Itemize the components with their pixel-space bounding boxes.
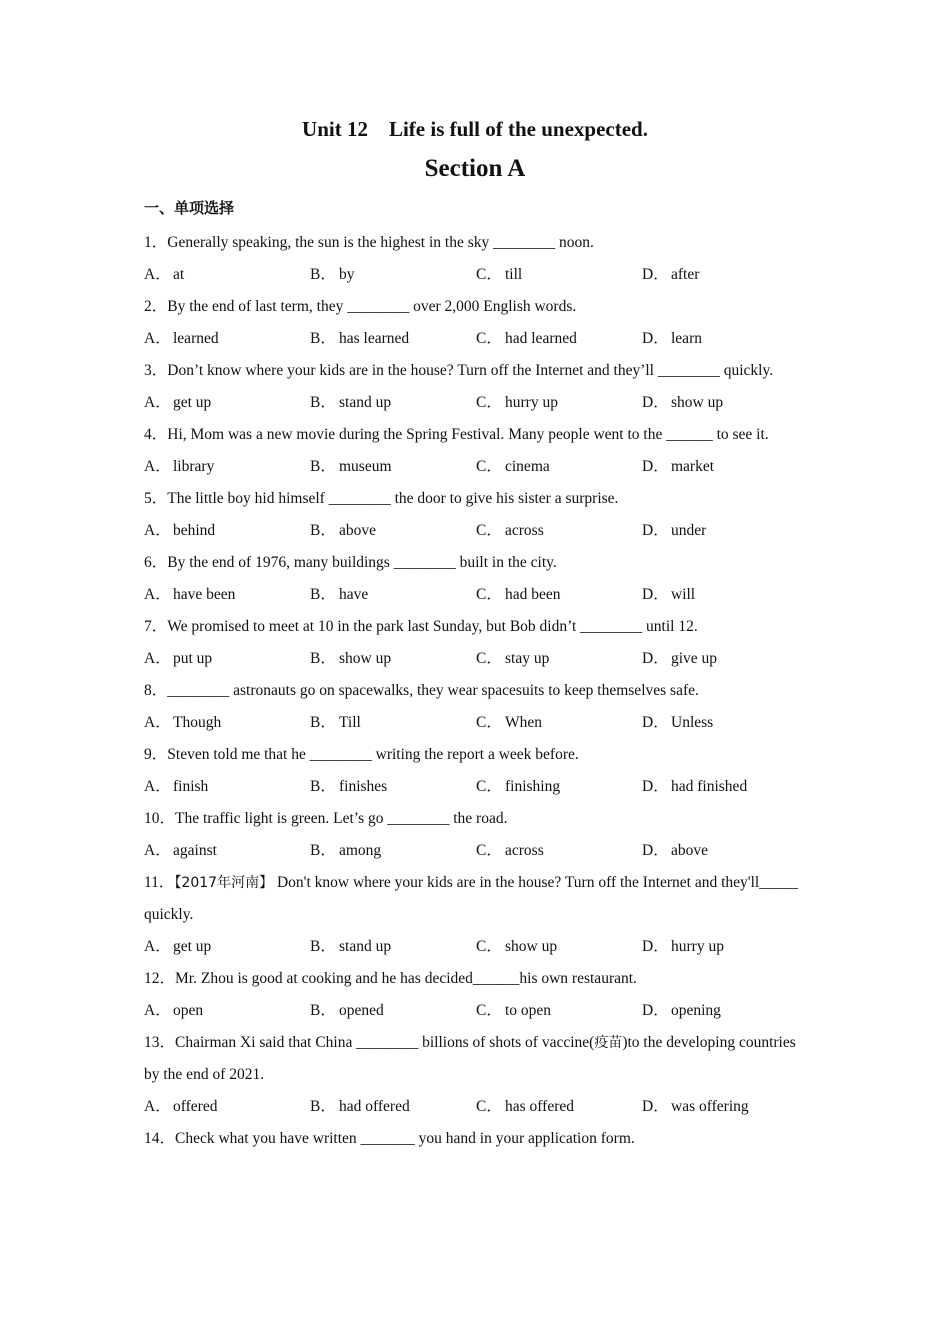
option-d[interactable]	[642, 1090, 802, 1123]
option-d[interactable]	[642, 322, 802, 355]
option-text: to open	[505, 1002, 552, 1019]
option-text: had offered	[339, 1098, 410, 1115]
option-b[interactable]	[310, 770, 476, 803]
option-text: museum	[339, 458, 392, 475]
option-text: till	[505, 266, 523, 283]
question-number: 3．	[144, 362, 168, 379]
option-letter: B．	[310, 266, 336, 283]
question-number: 9．	[144, 746, 168, 763]
option-a[interactable]	[144, 578, 310, 611]
option-c[interactable]	[476, 322, 642, 355]
option-c[interactable]	[476, 578, 642, 611]
option-d[interactable]	[642, 706, 802, 739]
option-letter: D．	[642, 458, 669, 475]
option-letter: B．	[310, 458, 336, 475]
option-a[interactable]	[144, 930, 310, 963]
option-text: hurry up	[671, 938, 724, 955]
option-text: against	[173, 842, 217, 859]
option-b[interactable]	[310, 386, 476, 419]
option-letter: D．	[642, 650, 669, 667]
option-text: had finished	[671, 778, 748, 795]
option-text: have been	[173, 586, 236, 603]
option-a[interactable]	[144, 322, 310, 355]
question-text: Chairman Xi said that China ________ billions of shots of vaccine(	[175, 1034, 595, 1051]
option-c[interactable]	[476, 770, 642, 803]
question-text: Mr. Zhou is good at cooking and he has decided______his own restaurant.	[175, 970, 637, 987]
option-letter: A．	[144, 714, 171, 731]
option-letter: D．	[642, 842, 669, 859]
option-text: stay up	[505, 650, 550, 667]
option-b[interactable]	[310, 1090, 476, 1123]
option-letter: D．	[642, 522, 669, 539]
question-text: Generally speaking, the sun is the highest in the sky ________ noon.	[167, 234, 594, 251]
option-c[interactable]	[476, 706, 642, 739]
option-text: has learned	[339, 330, 410, 347]
option-letter: D．	[642, 1098, 669, 1115]
option-letter: B．	[310, 522, 336, 539]
option-d[interactable]	[642, 386, 802, 419]
option-text: When	[505, 714, 543, 731]
option-c[interactable]	[476, 930, 642, 963]
option-letter: A．	[144, 330, 171, 347]
option-c[interactable]	[476, 994, 642, 1027]
option-b[interactable]	[310, 514, 476, 547]
option-text: by	[339, 266, 355, 283]
question-stem	[144, 547, 809, 578]
option-text: show up	[671, 394, 724, 411]
option-letter: C．	[476, 458, 502, 475]
question-number: 4．	[144, 426, 168, 443]
option-b[interactable]	[310, 322, 476, 355]
option-a[interactable]	[144, 642, 310, 675]
option-text: after	[671, 266, 700, 283]
question-3	[144, 355, 809, 419]
question-stem	[144, 963, 809, 994]
section-title: Section A	[424, 155, 526, 182]
option-row	[144, 994, 809, 1027]
option-a[interactable]	[144, 450, 310, 483]
question-number: 12．	[144, 970, 176, 987]
option-text: offered	[173, 1098, 218, 1115]
question-text: ________ astronauts go on spacewalks, they wear spacesuits to keep themselves safe.	[167, 682, 699, 699]
question-text: The little boy hid himself ________ the door to give his sister a surprise.	[167, 490, 619, 507]
option-letter: B．	[310, 650, 336, 667]
option-b[interactable]	[310, 930, 476, 963]
section-heading: 一、单项选择	[144, 199, 235, 217]
question-number: 7．	[144, 618, 168, 635]
option-row	[144, 386, 809, 419]
option-letter: A．	[144, 1098, 171, 1115]
option-text: get up	[173, 938, 212, 955]
option-text: behind	[173, 522, 216, 539]
option-b[interactable]	[310, 450, 476, 483]
option-text: stand up	[339, 938, 392, 955]
question-number: 11．	[144, 874, 175, 891]
option-text: finishes	[339, 778, 388, 795]
option-row	[144, 706, 809, 739]
option-text: Unless	[671, 714, 714, 731]
option-letter: D．	[642, 586, 669, 603]
question-text: Hi, Mom was a new movie during the Spring Festival. Many people went to the ______ to see it.	[167, 426, 769, 443]
option-letter: C．	[476, 522, 502, 539]
option-letter: C．	[476, 842, 502, 859]
option-d[interactable]	[642, 258, 802, 291]
question-6	[144, 547, 809, 611]
option-row	[144, 514, 809, 547]
option-letter: D．	[642, 714, 669, 731]
question-stem	[144, 291, 809, 322]
option-text: had learned	[505, 330, 577, 347]
option-text: finishing	[505, 778, 561, 795]
option-letter: C．	[476, 266, 502, 283]
option-text: under	[671, 522, 707, 539]
option-c[interactable]	[476, 1090, 642, 1123]
option-text: open	[173, 1002, 204, 1019]
question-stem	[144, 419, 809, 450]
option-text: show up	[339, 650, 392, 667]
option-text: among	[339, 842, 382, 859]
option-letter: D．	[642, 938, 669, 955]
option-text: Though	[173, 714, 222, 731]
option-row	[144, 322, 809, 355]
question-stem	[144, 611, 809, 642]
question-2	[144, 291, 809, 355]
question-text: Don’t know where your kids are in the house? Turn off the Internet and they’ll ________ quickly.	[167, 362, 774, 379]
question-text: The traffic light is green. Let’s go ________ the road.	[175, 810, 508, 827]
option-letter: B．	[310, 1098, 336, 1115]
option-row	[144, 258, 809, 291]
option-text: give up	[671, 650, 718, 667]
option-b[interactable]	[310, 642, 476, 675]
question-stem	[144, 1123, 809, 1154]
option-letter: D．	[642, 1002, 669, 1019]
option-letter: A．	[144, 650, 171, 667]
option-text: stand up	[339, 394, 392, 411]
option-row	[144, 770, 809, 803]
option-letter: B．	[310, 938, 336, 955]
option-text: get up	[173, 394, 212, 411]
option-text: across	[505, 842, 544, 859]
option-text: Till	[339, 714, 361, 731]
option-letter: B．	[310, 842, 336, 859]
option-letter: A．	[144, 266, 171, 283]
option-text: finish	[173, 778, 209, 795]
question-4	[144, 419, 809, 483]
option-letter: D．	[642, 266, 669, 283]
option-letter: B．	[310, 1002, 336, 1019]
option-d[interactable]	[642, 514, 802, 547]
option-row	[144, 578, 809, 611]
option-text: learn	[671, 330, 702, 347]
question-stem	[144, 355, 809, 386]
option-b[interactable]	[310, 258, 476, 291]
option-letter: C．	[476, 778, 502, 795]
question-text: Check what you have written _______ you hand in your application form.	[175, 1130, 635, 1147]
option-letter: C．	[476, 650, 502, 667]
question-text: Don't know where your kids are in the house? Turn off the Internet and they'll_____ quickly.	[144, 874, 798, 923]
question-11	[144, 867, 809, 963]
option-b[interactable]	[310, 706, 476, 739]
option-c[interactable]	[476, 450, 642, 483]
option-letter: B．	[310, 778, 336, 795]
option-letter: D．	[642, 394, 669, 411]
option-d[interactable]	[642, 770, 802, 803]
option-text: will	[671, 586, 696, 603]
option-b[interactable]	[310, 578, 476, 611]
option-row	[144, 1090, 809, 1123]
option-letter: C．	[476, 938, 502, 955]
question-7	[144, 611, 809, 675]
option-letter: A．	[144, 586, 171, 603]
question-stem	[144, 675, 809, 706]
question-number: 13．	[144, 1034, 176, 1051]
option-c[interactable]	[476, 834, 642, 867]
option-letter: A．	[144, 938, 171, 955]
option-a[interactable]	[144, 994, 310, 1027]
option-c[interactable]	[476, 386, 642, 419]
question-number: 6．	[144, 554, 168, 571]
question-13	[144, 1027, 809, 1123]
question-number: 1．	[144, 234, 168, 251]
question-text: By the end of last term, they ________ over 2,000 English words.	[167, 298, 577, 315]
option-d[interactable]	[642, 450, 802, 483]
option-letter: B．	[310, 714, 336, 731]
question-stem	[144, 803, 809, 834]
question-10	[144, 803, 809, 867]
question-text: By the end of 1976, many buildings ________ built in the city.	[167, 554, 557, 571]
option-a[interactable]	[144, 834, 310, 867]
option-a[interactable]	[144, 386, 310, 419]
option-letter: D．	[642, 778, 669, 795]
option-letter: B．	[310, 330, 336, 347]
option-letter: C．	[476, 714, 502, 731]
option-text: above	[339, 522, 377, 539]
option-text: was offering	[671, 1098, 749, 1115]
option-c[interactable]	[476, 514, 642, 547]
option-text: show up	[505, 938, 558, 955]
option-text: cinema	[505, 458, 550, 475]
option-text: has offered	[505, 1098, 575, 1115]
option-a[interactable]	[144, 514, 310, 547]
question-stem	[144, 739, 809, 770]
option-letter: A．	[144, 778, 171, 795]
question-text-cjk: 疫苗	[594, 1035, 623, 1051]
option-text: had been	[505, 586, 561, 603]
option-a[interactable]	[144, 706, 310, 739]
question-stem	[144, 227, 809, 258]
question-5	[144, 483, 809, 547]
question-number: 5．	[144, 490, 168, 507]
option-text: at	[173, 266, 185, 283]
option-d[interactable]	[642, 994, 802, 1027]
question-stem	[144, 1027, 809, 1090]
option-row	[144, 930, 809, 963]
question-12	[144, 963, 809, 1027]
option-letter: B．	[310, 394, 336, 411]
option-text: market	[671, 458, 715, 475]
option-letter: C．	[476, 586, 502, 603]
option-a[interactable]	[144, 1090, 310, 1123]
option-row	[144, 834, 809, 867]
unit-title: Unit 12 Life is full of the unexpected.	[302, 117, 648, 141]
option-text: opened	[339, 1002, 384, 1019]
option-letter: A．	[144, 1002, 171, 1019]
option-letter: A．	[144, 394, 171, 411]
option-text: above	[671, 842, 709, 859]
option-row	[144, 450, 809, 483]
question-text-cont: )to the developing countries by the end of 2021.	[144, 1034, 796, 1083]
option-text: put up	[173, 650, 213, 667]
question-9	[144, 739, 809, 803]
option-letter: B．	[310, 586, 336, 603]
question-14	[144, 1123, 809, 1154]
option-letter: A．	[144, 458, 171, 475]
option-letter: C．	[476, 394, 502, 411]
option-letter: A．	[144, 842, 171, 859]
option-d[interactable]	[642, 642, 802, 675]
option-a[interactable]	[144, 258, 310, 291]
option-d[interactable]	[642, 930, 802, 963]
option-d[interactable]	[642, 578, 802, 611]
option-letter: C．	[476, 330, 502, 347]
question-text: Steven told me that he ________ writing the report a week before.	[167, 746, 579, 763]
option-text: learned	[173, 330, 219, 347]
option-c[interactable]	[476, 258, 642, 291]
option-row	[144, 642, 809, 675]
option-d[interactable]	[642, 834, 802, 867]
option-letter: C．	[476, 1098, 502, 1115]
option-letter: A．	[144, 522, 171, 539]
option-a[interactable]	[144, 770, 310, 803]
question-source: 【2017年河南】	[174, 875, 274, 891]
option-b[interactable]	[310, 994, 476, 1027]
question-text: We promised to meet at 10 in the park last Sunday, but Bob didn’t ________ until 12.	[167, 618, 698, 635]
option-text: library	[173, 458, 215, 475]
question-number: 8．	[144, 682, 168, 699]
question-stem	[144, 867, 809, 930]
option-c[interactable]	[476, 642, 642, 675]
question-8	[144, 675, 809, 739]
option-letter: D．	[642, 330, 669, 347]
question-number: 2．	[144, 298, 168, 315]
question-number: 14．	[144, 1130, 176, 1147]
question-stem	[144, 483, 809, 514]
option-text: opening	[671, 1002, 721, 1019]
question-number: 10．	[144, 810, 176, 827]
question-1	[144, 227, 809, 291]
option-text: across	[505, 522, 544, 539]
option-text: hurry up	[505, 394, 558, 411]
option-b[interactable]	[310, 834, 476, 867]
question-list	[144, 227, 809, 1154]
option-text: have	[339, 586, 369, 603]
option-letter: C．	[476, 1002, 502, 1019]
